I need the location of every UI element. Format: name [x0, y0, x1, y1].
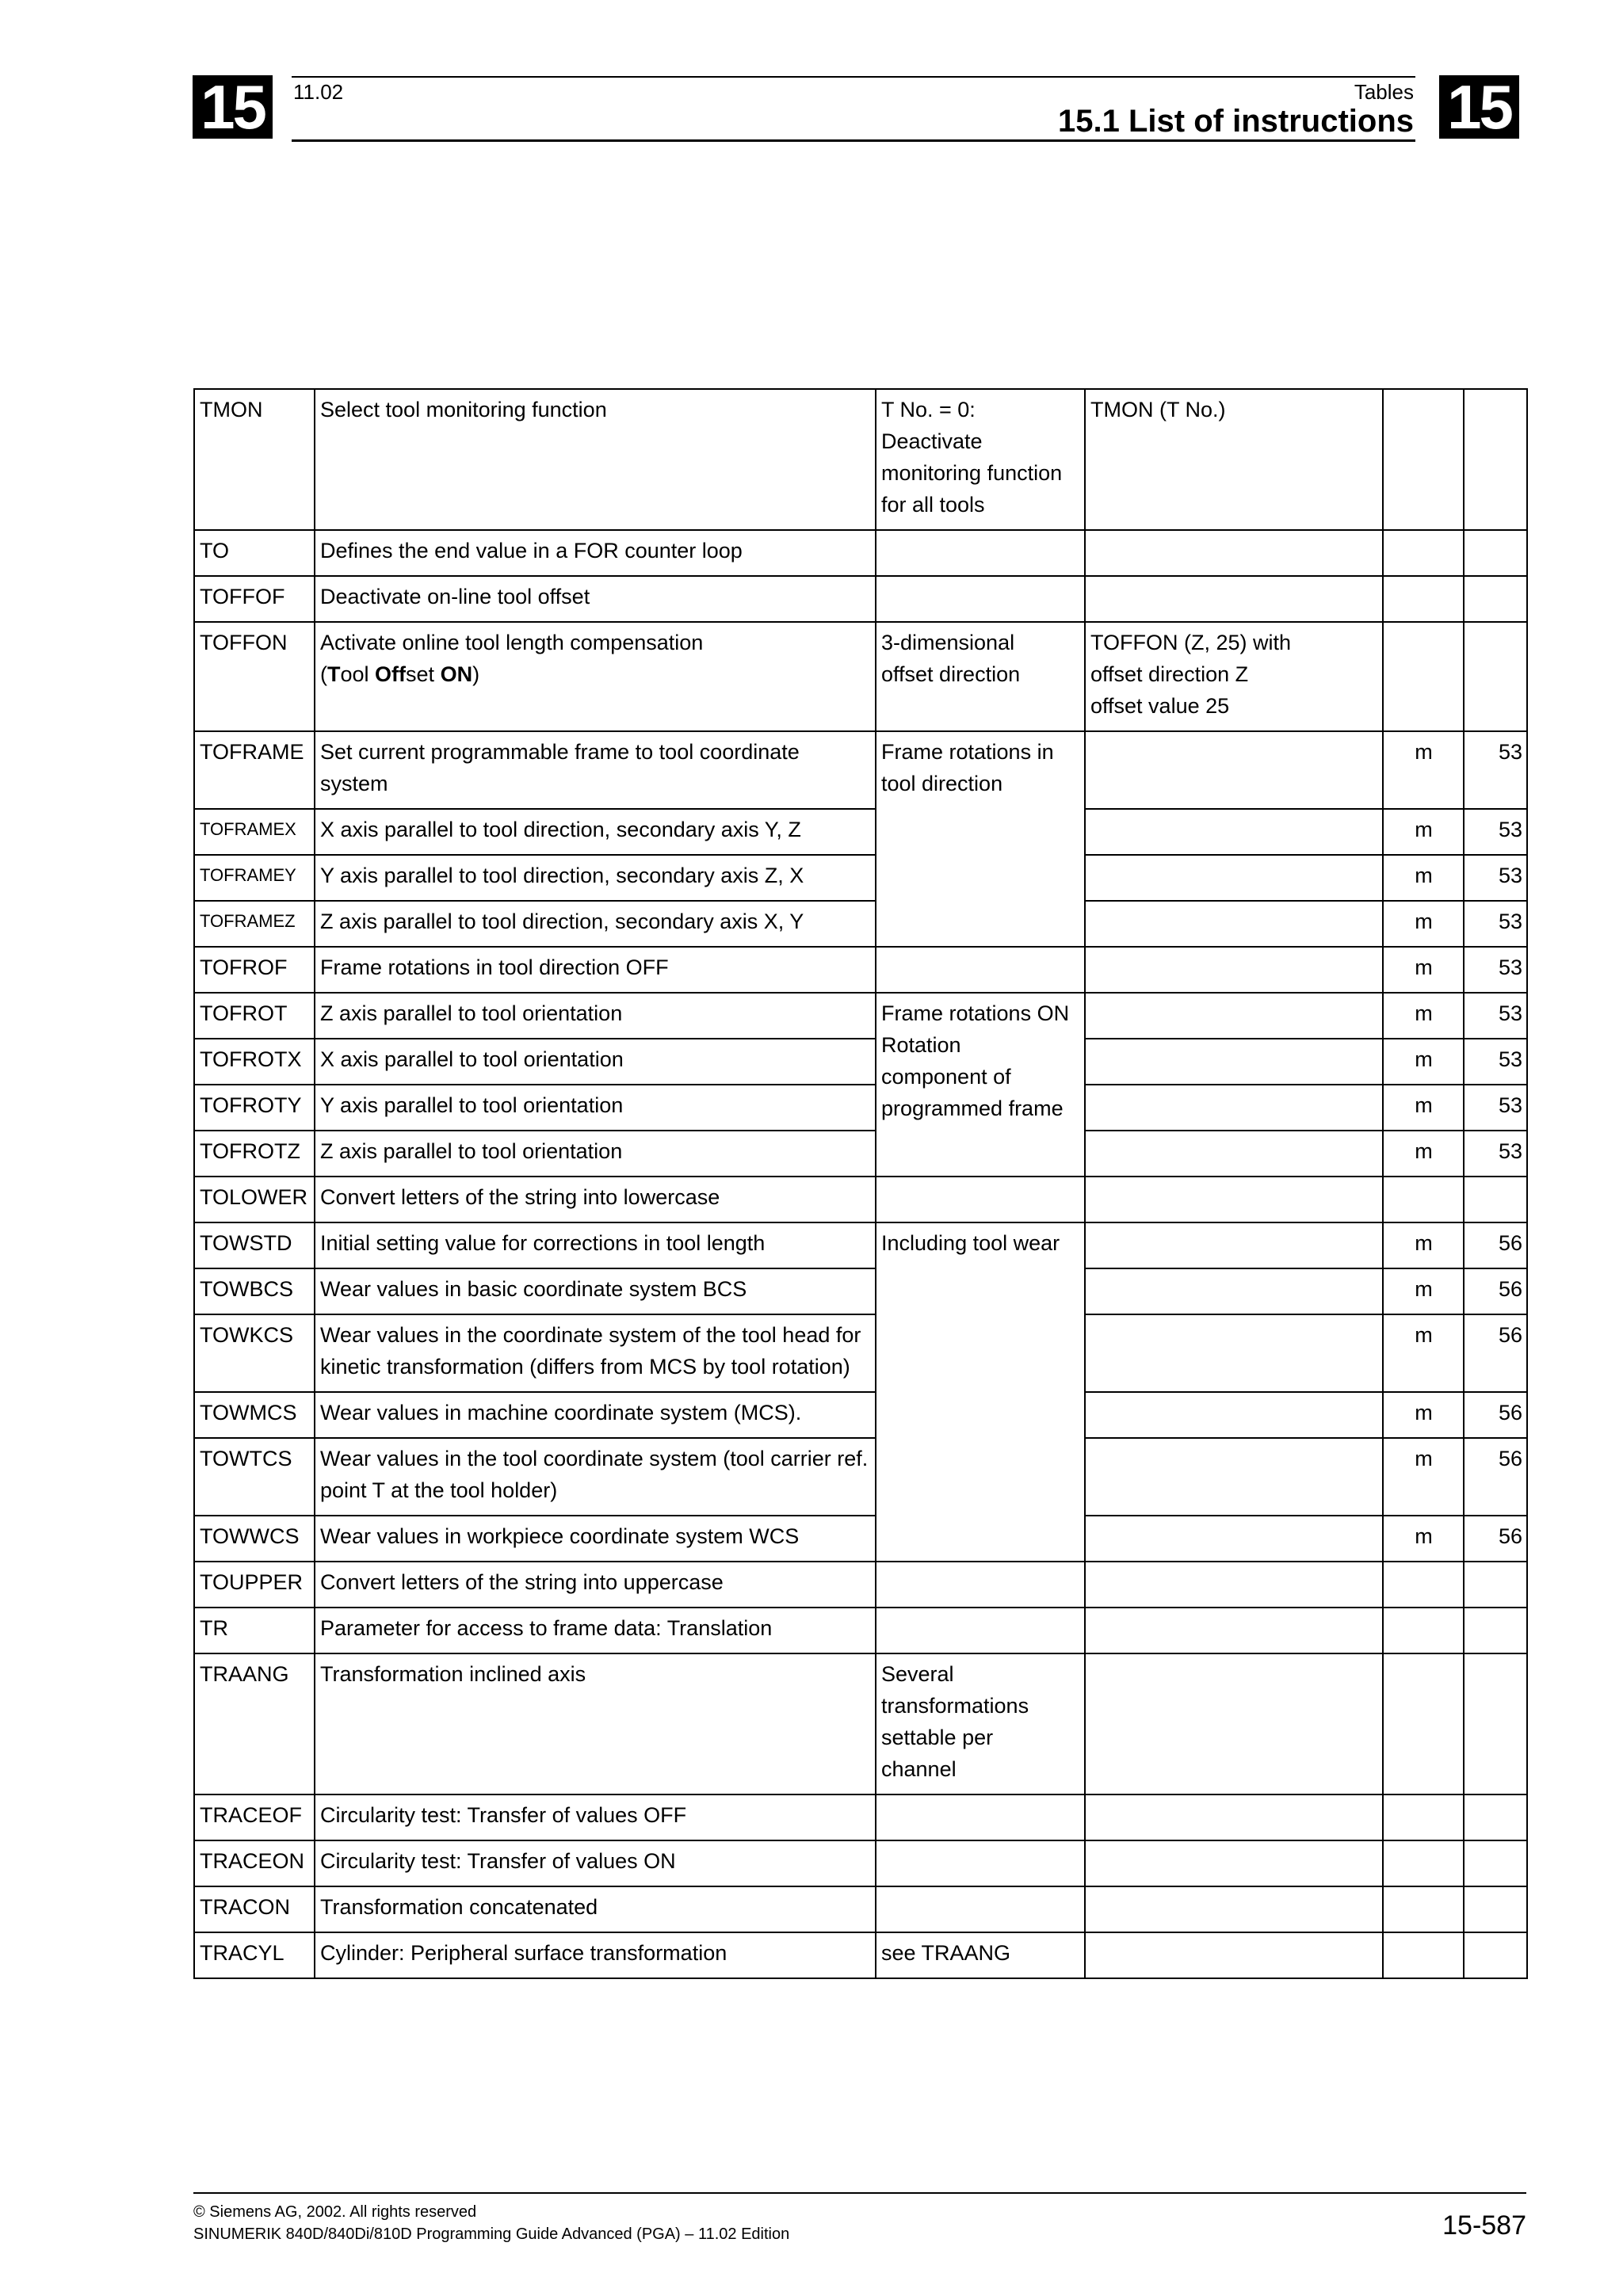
instruction-cell: TOWMCS	[194, 1392, 315, 1438]
note-cell: Including tool wear	[876, 1222, 1085, 1562]
table-row	[194, 1932, 1527, 1978]
type-cell	[1383, 530, 1464, 576]
page-number: 15-587	[1442, 2210, 1526, 2241]
group-cell: 53	[1464, 901, 1527, 947]
type-cell	[1383, 1608, 1464, 1653]
example-cell	[1085, 947, 1383, 993]
description-cell: Convert letters of the string into uppercase	[315, 1562, 876, 1608]
group-cell	[1464, 389, 1527, 530]
note-cell: Several transformations settable per channel	[876, 1653, 1085, 1794]
example-cell	[1085, 1608, 1383, 1653]
description-cell: Wear values in machine coordinate system (MCS).	[315, 1392, 876, 1438]
type-cell	[1383, 1886, 1464, 1932]
example-cell	[1085, 1314, 1383, 1392]
instruction-cell: TOWTCS	[194, 1438, 315, 1516]
example-cell	[1085, 530, 1383, 576]
instruction-cell: TR	[194, 1608, 315, 1653]
description-cell: Transformation concatenated	[315, 1886, 876, 1932]
table-row	[194, 1177, 1527, 1222]
group-cell: 53	[1464, 855, 1527, 901]
example-cell	[1085, 809, 1383, 855]
table-row	[194, 1438, 1527, 1516]
group-cell: 56	[1464, 1222, 1527, 1268]
description-cell: Wear values in basic coordinate system BCS	[315, 1268, 876, 1314]
group-cell	[1464, 1562, 1527, 1608]
note-cell	[876, 576, 1085, 622]
instruction-cell: TOWSTD	[194, 1222, 315, 1268]
group-cell	[1464, 1794, 1527, 1840]
example-cell	[1085, 1562, 1383, 1608]
type-cell: m	[1383, 993, 1464, 1039]
group-cell: 56	[1464, 1516, 1527, 1562]
table-row	[194, 1840, 1527, 1886]
instruction-cell: TRACON	[194, 1886, 315, 1932]
table-row	[194, 731, 1527, 809]
header-bottom-rule	[292, 139, 1415, 142]
table-row	[194, 947, 1527, 993]
type-cell: m	[1383, 1222, 1464, 1268]
example-cell	[1085, 1177, 1383, 1222]
header-top-rule	[292, 76, 1415, 78]
instruction-cell: TRAANG	[194, 1653, 315, 1794]
table-row	[194, 809, 1527, 855]
instruction-cell: TOFROF	[194, 947, 315, 993]
instruction-cell: TOFROT	[194, 993, 315, 1039]
description-cell: Wear values in workpiece coordinate system WCS	[315, 1516, 876, 1562]
type-cell	[1383, 389, 1464, 530]
type-cell	[1383, 1562, 1464, 1608]
instruction-cell: TO	[194, 530, 315, 576]
instruction-table	[193, 388, 1528, 1979]
note-cell	[876, 1177, 1085, 1222]
instruction-cell: TOFRAMEZ	[194, 901, 315, 947]
table-row	[194, 622, 1527, 731]
example-cell	[1085, 855, 1383, 901]
description-line: Activate online tool length compensation	[320, 631, 704, 654]
description-cell: Z axis parallel to tool direction, secondary axis X, Y	[315, 901, 876, 947]
instruction-cell: TOFFOF	[194, 576, 315, 622]
table-row	[194, 1562, 1527, 1608]
type-cell	[1383, 622, 1464, 731]
group-cell: 53	[1464, 947, 1527, 993]
type-cell: m	[1383, 1085, 1464, 1131]
page-title: 15.1 List of instructions	[1058, 104, 1414, 139]
description-fragment: set	[406, 662, 441, 686]
description-cell: Set current programmable frame to tool coordinate system	[315, 731, 876, 809]
description-cell: Frame rotations in tool direction OFF	[315, 947, 876, 993]
table-row	[194, 1516, 1527, 1562]
note-cell: Frame rotations ON Rotation component of programmed frame	[876, 993, 1085, 1177]
group-cell: 56	[1464, 1392, 1527, 1438]
description-cell: Activate online tool length compensation (Tool Offset ON)	[315, 622, 876, 731]
description-cell: Cylinder: Peripheral surface transformation	[315, 1932, 876, 1978]
mnemonic-letter: T	[327, 662, 341, 686]
description-cell: Circularity test: Transfer of values ON	[315, 1840, 876, 1886]
mnemonic-letters: Off	[375, 662, 407, 686]
table-row	[194, 1608, 1527, 1653]
type-cell	[1383, 1794, 1464, 1840]
note-cell: see TRAANG	[876, 1932, 1085, 1978]
table-row	[194, 530, 1527, 576]
group-cell: 56	[1464, 1438, 1527, 1516]
instruction-cell: TOFRAMEY	[194, 855, 315, 901]
table-row	[194, 1314, 1527, 1392]
table-row	[194, 1085, 1527, 1131]
table-row	[194, 1392, 1527, 1438]
example-cell	[1085, 576, 1383, 622]
description-cell: Wear values in the coordinate system of the tool head for kinetic transformation (differs from MCS by tool rotation)	[315, 1314, 876, 1392]
table-row	[194, 1039, 1527, 1085]
type-cell: m	[1383, 731, 1464, 809]
instruction-cell: TOWWCS	[194, 1516, 315, 1562]
instruction-cell: TRACEON	[194, 1840, 315, 1886]
note-cell	[876, 1886, 1085, 1932]
group-cell	[1464, 1608, 1527, 1653]
description-cell: Wear values in the tool coordinate system (tool carrier ref. point T at the tool holder)	[315, 1438, 876, 1516]
group-cell	[1464, 1177, 1527, 1222]
example-cell	[1085, 901, 1383, 947]
instruction-cell: TOFROTX	[194, 1039, 315, 1085]
chapter-number-left: 15	[193, 75, 273, 139]
description-cell: X axis parallel to tool direction, secondary axis Y, Z	[315, 809, 876, 855]
type-cell: m	[1383, 1131, 1464, 1177]
description-cell: Z axis parallel to tool orientation	[315, 1131, 876, 1177]
note-cell	[876, 947, 1085, 993]
footer-copyright: © Siemens AG, 2002. All rights reserved	[193, 2203, 477, 2221]
type-cell	[1383, 1840, 1464, 1886]
example-cell	[1085, 1886, 1383, 1932]
table-row	[194, 1653, 1527, 1794]
table-row	[194, 1131, 1527, 1177]
instruction-cell: TOFRAME	[194, 731, 315, 809]
example-cell	[1085, 993, 1383, 1039]
group-cell: 56	[1464, 1268, 1527, 1314]
group-cell	[1464, 1840, 1527, 1886]
type-cell: m	[1383, 809, 1464, 855]
instruction-cell: TRACEOF	[194, 1794, 315, 1840]
footer-rule	[193, 2192, 1526, 2194]
example-cell	[1085, 1085, 1383, 1131]
table-row	[194, 993, 1527, 1039]
instruction-cell: TOWKCS	[194, 1314, 315, 1392]
type-cell: m	[1383, 1392, 1464, 1438]
table-row	[194, 1222, 1527, 1268]
group-cell	[1464, 1932, 1527, 1978]
example-cell: TMON (T No.)	[1085, 389, 1383, 530]
chapter-number-right: 15	[1439, 75, 1519, 139]
description-cell: Defines the end value in a FOR counter loop	[315, 530, 876, 576]
description-cell: Z axis parallel to tool orientation	[315, 993, 876, 1039]
example-cell	[1085, 1131, 1383, 1177]
table-row	[194, 1886, 1527, 1932]
instruction-cell: TOFFON	[194, 622, 315, 731]
group-cell: 53	[1464, 993, 1527, 1039]
description-cell: Select tool monitoring function	[315, 389, 876, 530]
description-cell: X axis parallel to tool orientation	[315, 1039, 876, 1085]
example-cell	[1085, 1516, 1383, 1562]
group-cell: 53	[1464, 1085, 1527, 1131]
group-cell: 53	[1464, 1131, 1527, 1177]
table-row	[194, 901, 1527, 947]
example-cell	[1085, 1438, 1383, 1516]
group-cell	[1464, 1886, 1527, 1932]
footer-document-title: SINUMERIK 840D/840Di/810D Programming Guide Advanced (PGA) – 11.02 Edition	[193, 2225, 790, 2243]
note-cell	[876, 1608, 1085, 1653]
example-cell	[1085, 731, 1383, 809]
note-cell	[876, 1840, 1085, 1886]
type-cell	[1383, 1653, 1464, 1794]
description-fragment: ool	[340, 662, 376, 686]
description-cell: Initial setting value for corrections in tool length	[315, 1222, 876, 1268]
example-cell	[1085, 1653, 1383, 1794]
instruction-cell: TOFROTY	[194, 1085, 315, 1131]
type-cell: m	[1383, 1039, 1464, 1085]
example-cell	[1085, 1840, 1383, 1886]
note-cell: Frame rotations in tool direction	[876, 731, 1085, 947]
instruction-cell: TOFROTZ	[194, 1131, 315, 1177]
type-cell: m	[1383, 1268, 1464, 1314]
mnemonic-letters: ON	[440, 662, 473, 686]
header-date: 11.02	[293, 80, 344, 104]
group-cell	[1464, 530, 1527, 576]
instruction-cell: TRACYL	[194, 1932, 315, 1978]
description-cell: Y axis parallel to tool orientation	[315, 1085, 876, 1131]
group-cell	[1464, 576, 1527, 622]
example-cell: TOFFON (Z, 25) with offset direction Z offset value 25	[1085, 622, 1383, 731]
type-cell	[1383, 576, 1464, 622]
table-row	[194, 855, 1527, 901]
type-cell: m	[1383, 855, 1464, 901]
instruction-cell: TMON	[194, 389, 315, 530]
note-cell	[876, 1794, 1085, 1840]
instruction-cell: TOLOWER	[194, 1177, 315, 1222]
type-cell: m	[1383, 1314, 1464, 1392]
description-cell: Y axis parallel to tool direction, secondary axis Z, X	[315, 855, 876, 901]
group-cell: 53	[1464, 731, 1527, 809]
description-cell: Transformation inclined axis	[315, 1653, 876, 1794]
table-row	[194, 576, 1527, 622]
table-row	[194, 389, 1527, 530]
type-cell: m	[1383, 947, 1464, 993]
group-cell	[1464, 1653, 1527, 1794]
description-cell: Deactivate on-line tool offset	[315, 576, 876, 622]
example-cell	[1085, 1039, 1383, 1085]
example-cell	[1085, 1268, 1383, 1314]
instruction-cell: TOUPPER	[194, 1562, 315, 1608]
table-row	[194, 1268, 1527, 1314]
note-cell	[876, 530, 1085, 576]
note-cell: 3-dimensional offset direction	[876, 622, 1085, 731]
group-cell: 53	[1464, 1039, 1527, 1085]
note-cell	[876, 1562, 1085, 1608]
example-cell	[1085, 1794, 1383, 1840]
note-cell: T No. = 0: Deactivate monitoring function for all tools	[876, 389, 1085, 530]
group-cell: 56	[1464, 1314, 1527, 1392]
description-cell: Circularity test: Transfer of values OFF	[315, 1794, 876, 1840]
example-cell	[1085, 1222, 1383, 1268]
type-cell: m	[1383, 1438, 1464, 1516]
type-cell: m	[1383, 1516, 1464, 1562]
instruction-cell: TOWBCS	[194, 1268, 315, 1314]
example-cell	[1085, 1392, 1383, 1438]
instruction-cell: TOFRAMEX	[194, 809, 315, 855]
group-cell	[1464, 622, 1527, 731]
description-cell: Convert letters of the string into lowercase	[315, 1177, 876, 1222]
description-cell: Parameter for access to frame data: Translation	[315, 1608, 876, 1653]
table-row	[194, 1794, 1527, 1840]
example-cell	[1085, 1932, 1383, 1978]
group-cell: 53	[1464, 809, 1527, 855]
type-cell	[1383, 1177, 1464, 1222]
type-cell	[1383, 1932, 1464, 1978]
header-section: Tables	[1354, 80, 1414, 104]
type-cell: m	[1383, 901, 1464, 947]
